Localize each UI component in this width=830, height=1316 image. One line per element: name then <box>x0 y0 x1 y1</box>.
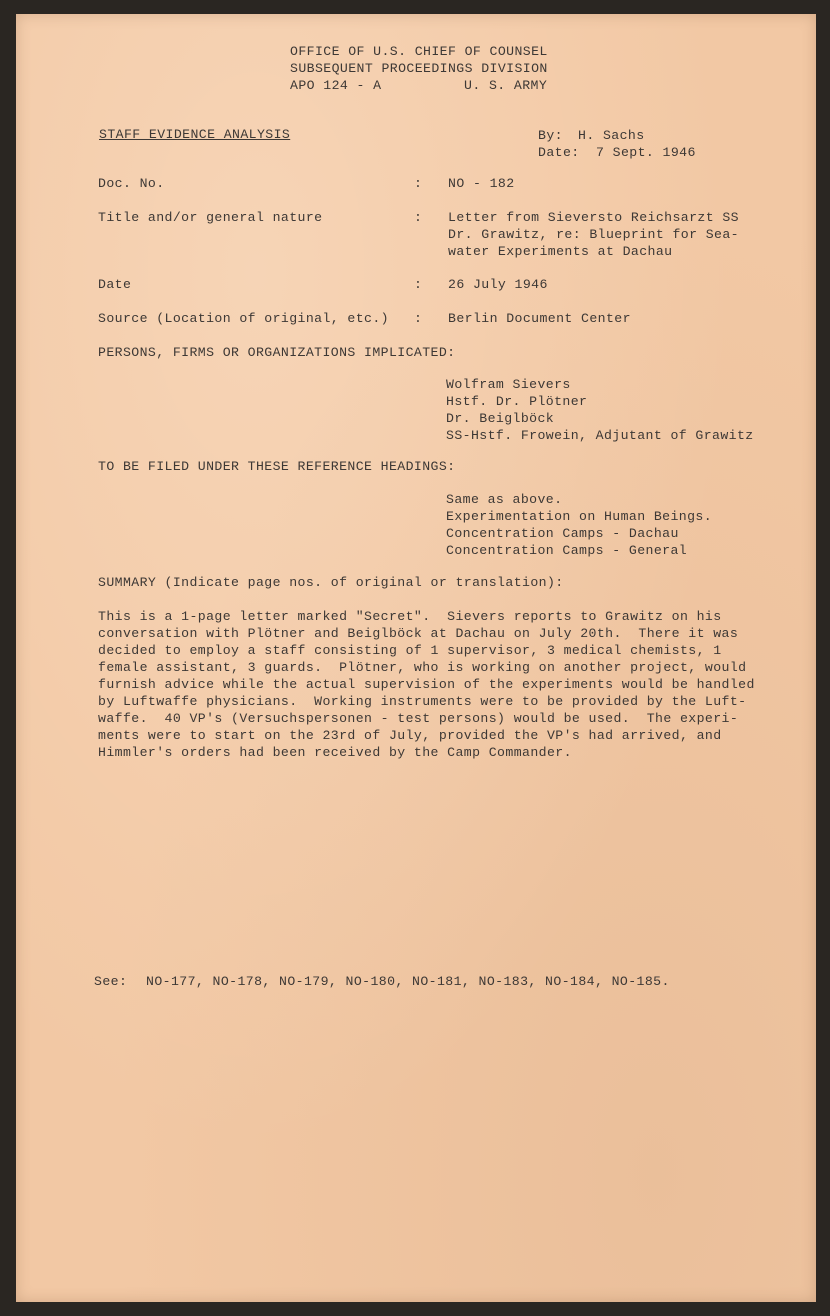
field-doc-no-label: Doc. No. <box>98 176 165 191</box>
field-title-value-3: water Experiments at Dachau <box>448 244 673 259</box>
see-label: See: <box>94 974 128 989</box>
reference-heading-item: Concentration Camps - Dachau <box>446 526 679 541</box>
field-source-value: Berlin Document Center <box>448 311 631 326</box>
header-line-3-right: U. S. ARMY <box>464 78 548 93</box>
summary-line: Himmler's orders had been received by the Camp Commander. <box>98 745 572 760</box>
summary-line: by Luftwaffe physicians. Working instruments were to be provided by the Luft- <box>98 694 747 709</box>
summary-line: waffe. 40 VP's (Versuchspersonen - test persons) would be used. The experi- <box>98 711 739 726</box>
field-doc-no-colon: : <box>414 176 423 191</box>
person-item: Dr. Beiglböck <box>446 411 555 426</box>
by-value: H. Sachs <box>578 128 645 143</box>
summary-line: furnish advice while the actual supervision of the experiments would be handled <box>98 677 755 692</box>
reference-headings-heading: TO BE FILED UNDER THESE REFERENCE HEADINGS: <box>98 459 456 474</box>
document-page <box>16 14 816 1302</box>
person-item: SS-Hstf. Frowein, Adjutant of Grawitz <box>446 428 754 443</box>
header-line-2: SUBSEQUENT PROCEEDINGS DIVISION <box>290 61 548 76</box>
summary-line: decided to employ a staff consisting of 1 supervisor, 3 medical chemists, 1 <box>98 643 722 658</box>
reference-heading-item: Same as above. <box>446 492 563 507</box>
analysis-title: STAFF EVIDENCE ANALYSIS <box>99 127 291 142</box>
person-item: Hstf. Dr. Plötner <box>446 394 588 409</box>
field-date-value: 26 July 1946 <box>448 277 548 292</box>
field-title-value-1: Letter from Sieversto Reichsarzt SS <box>448 210 739 225</box>
date-value: 7 Sept. 1946 <box>596 145 696 160</box>
reference-heading-item: Concentration Camps - General <box>446 543 688 558</box>
field-title-colon: : <box>414 210 423 225</box>
field-title-value-2: Dr. Grawitz, re: Blueprint for Sea- <box>448 227 739 242</box>
date-label: Date: <box>538 145 580 160</box>
field-date-label: Date <box>98 277 132 292</box>
header-line-3-left: APO 124 - A <box>290 78 382 93</box>
person-item: Wolfram Sievers <box>446 377 571 392</box>
header-line-1: OFFICE OF U.S. CHIEF OF COUNSEL <box>290 44 548 59</box>
persons-heading: PERSONS, FIRMS OR ORGANIZATIONS IMPLICATED: <box>98 345 456 360</box>
summary-line: ments were to start on the 23rd of July, provided the VP's had arrived, and <box>98 728 722 743</box>
reference-heading-item: Experimentation on Human Beings. <box>446 509 713 524</box>
see-references: NO-177, NO-178, NO-179, NO-180, NO-181, NO-183, NO-184, NO-185. <box>146 974 670 989</box>
by-label: By: <box>538 128 563 143</box>
field-source-label: Source (Location of original, etc.) <box>98 311 389 326</box>
field-title-label: Title and/or general nature <box>98 210 323 225</box>
summary-line: This is a 1-page letter marked "Secret". Sievers reports to Grawitz on his <box>98 609 722 624</box>
summary-line: conversation with Plötner and Beiglböck at Dachau on July 20th. There it was <box>98 626 739 641</box>
field-doc-no-value: NO - 182 <box>448 176 515 191</box>
field-source-colon: : <box>414 311 423 326</box>
field-date-colon: : <box>414 277 423 292</box>
summary-line: female assistant, 3 guards. Plötner, who is working on another project, would <box>98 660 747 675</box>
summary-heading: SUMMARY (Indicate page nos. of original or translation): <box>98 575 564 590</box>
